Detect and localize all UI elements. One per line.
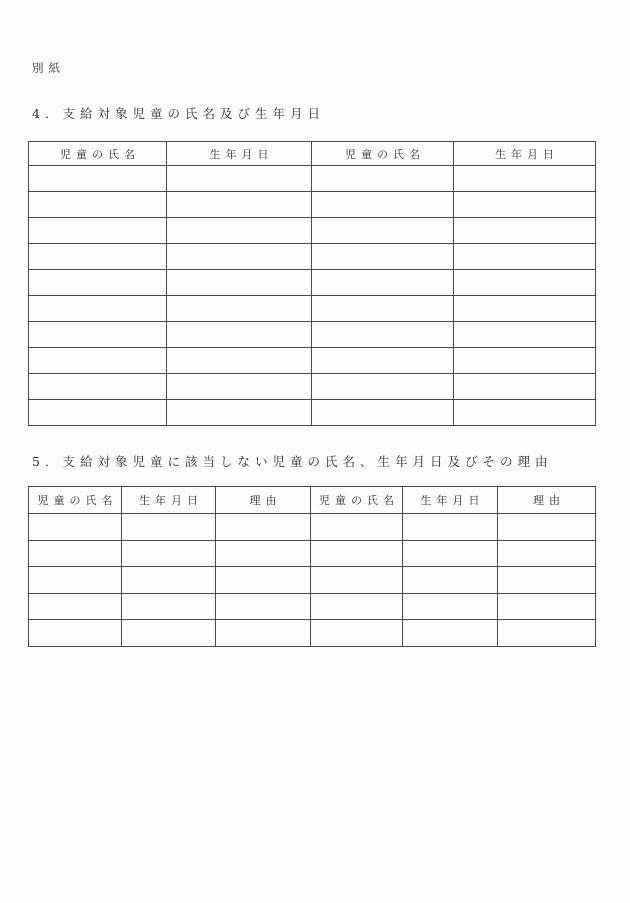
column-header-birth-date: 生年月日	[454, 142, 596, 166]
empty-table-row	[29, 400, 596, 426]
empty-cell	[29, 374, 167, 400]
empty-cell	[454, 400, 596, 426]
empty-cell	[216, 514, 311, 541]
empty-cell	[167, 192, 312, 218]
empty-cell	[403, 567, 498, 594]
empty-cell	[498, 567, 596, 594]
empty-cell	[167, 322, 312, 348]
empty-table-row	[29, 374, 596, 400]
empty-cell	[311, 514, 403, 541]
eligible-children-table-body	[29, 166, 596, 426]
empty-table-row	[29, 322, 596, 348]
non-eligible-children-table-body	[29, 514, 596, 647]
empty-cell	[312, 400, 454, 426]
empty-cell	[403, 593, 498, 620]
empty-cell	[29, 270, 167, 296]
empty-table-row	[29, 270, 596, 296]
empty-cell	[167, 374, 312, 400]
empty-cell	[122, 620, 216, 647]
empty-cell	[167, 270, 312, 296]
empty-cell	[216, 593, 311, 620]
empty-table-row	[29, 540, 596, 567]
empty-cell	[312, 348, 454, 374]
empty-cell	[167, 400, 312, 426]
empty-cell	[454, 374, 596, 400]
empty-table-row	[29, 567, 596, 594]
empty-cell	[29, 322, 167, 348]
empty-cell	[311, 620, 403, 647]
empty-table-row	[29, 296, 596, 322]
empty-cell	[122, 540, 216, 567]
empty-cell	[29, 296, 167, 322]
empty-cell	[312, 192, 454, 218]
empty-cell	[216, 540, 311, 567]
empty-cell	[29, 400, 167, 426]
empty-cell	[454, 270, 596, 296]
empty-table-row	[29, 514, 596, 541]
empty-cell	[29, 192, 167, 218]
empty-table-row	[29, 192, 596, 218]
empty-cell	[403, 540, 498, 567]
empty-cell	[167, 348, 312, 374]
empty-cell	[454, 244, 596, 270]
empty-cell	[312, 270, 454, 296]
non-eligible-children-table	[28, 486, 596, 647]
eligible-children-header-row	[29, 142, 596, 166]
empty-cell	[498, 540, 596, 567]
empty-cell	[216, 620, 311, 647]
column-header-reason: 理由	[216, 487, 311, 514]
empty-cell	[216, 567, 311, 594]
column-header-child-name: 児童の氏名	[29, 487, 122, 514]
empty-cell	[312, 166, 454, 192]
empty-cell	[312, 322, 454, 348]
column-header-birth-date: 生年月日	[403, 487, 498, 514]
empty-cell	[498, 620, 596, 647]
empty-cell	[454, 166, 596, 192]
empty-cell	[29, 218, 167, 244]
empty-cell	[29, 567, 122, 594]
empty-cell	[312, 218, 454, 244]
empty-cell	[454, 218, 596, 244]
empty-cell	[498, 593, 596, 620]
empty-cell	[29, 166, 167, 192]
empty-cell	[29, 593, 122, 620]
empty-cell	[454, 296, 596, 322]
empty-cell	[167, 218, 312, 244]
column-header-birth-date: 生年月日	[122, 487, 216, 514]
empty-cell	[312, 296, 454, 322]
column-header-reason: 理由	[498, 487, 596, 514]
empty-cell	[122, 593, 216, 620]
section-5-heading: 5．支給対象児童に該当しない児童の氏名、生年月日及びその理由	[32, 454, 553, 469]
empty-cell	[403, 514, 498, 541]
empty-cell	[122, 514, 216, 541]
empty-table-row	[29, 348, 596, 374]
empty-cell	[454, 322, 596, 348]
empty-cell	[454, 348, 596, 374]
empty-cell	[454, 192, 596, 218]
non-eligible-children-header-row	[29, 487, 596, 514]
empty-cell	[312, 374, 454, 400]
empty-cell	[311, 593, 403, 620]
empty-cell	[122, 567, 216, 594]
empty-cell	[167, 296, 312, 322]
empty-cell	[403, 620, 498, 647]
column-header-child-name: 児童の氏名	[311, 487, 403, 514]
empty-cell	[29, 514, 122, 541]
empty-cell	[29, 540, 122, 567]
eligible-children-table	[28, 141, 596, 426]
empty-cell	[29, 244, 167, 270]
empty-table-row	[29, 593, 596, 620]
empty-cell	[498, 514, 596, 541]
empty-table-row	[29, 244, 596, 270]
empty-table-row	[29, 166, 596, 192]
column-header-child-name: 児童の氏名	[312, 142, 454, 166]
empty-table-row	[29, 620, 596, 647]
column-header-birth-date: 生年月日	[167, 142, 312, 166]
sheet-label: 別紙	[32, 61, 65, 75]
empty-cell	[311, 540, 403, 567]
empty-cell	[167, 244, 312, 270]
column-header-child-name: 児童の氏名	[29, 142, 167, 166]
empty-cell	[311, 567, 403, 594]
empty-cell	[29, 348, 167, 374]
empty-table-row	[29, 218, 596, 244]
empty-cell	[312, 244, 454, 270]
section-4-heading: 4．支給対象児童の氏名及び生年月日	[32, 106, 325, 121]
empty-cell	[29, 620, 122, 647]
empty-cell	[167, 166, 312, 192]
